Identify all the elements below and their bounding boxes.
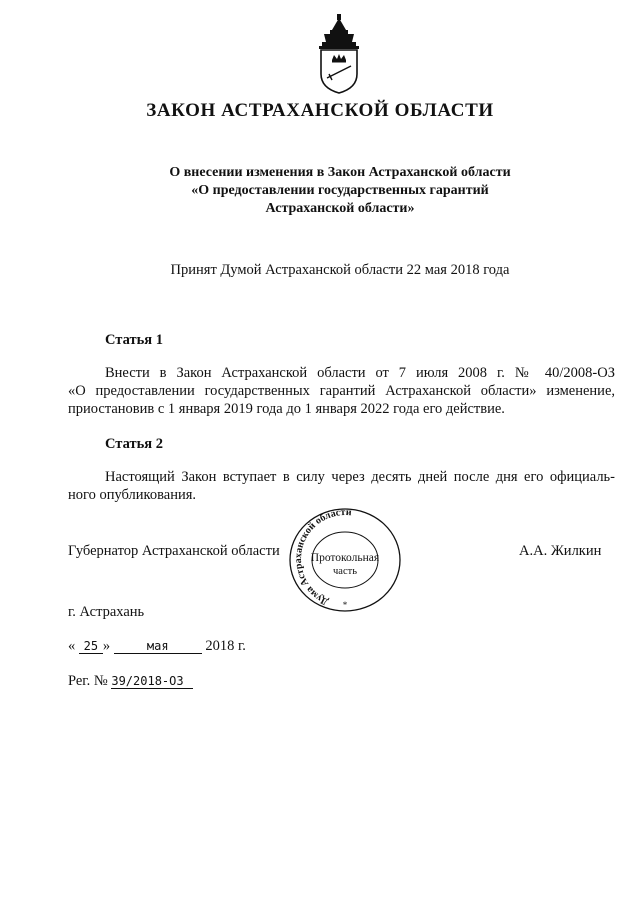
article-2-line: ного опубликования.: [68, 487, 197, 503]
registration-label: Рег. №: [68, 673, 108, 689]
article-2-line: Настоящий Закон вступает в силу через десять дней после дня его официаль-: [105, 469, 615, 485]
stamp-ring-text: Дума Астраханской области: [292, 506, 352, 608]
subtitle-line: «О предоставлении государственных гарантий: [191, 183, 489, 198]
article-1-line: Внести в Закон Астраханской области от 7 июля 2008 г. № 40/2008-ОЗ: [105, 365, 615, 381]
article-1-line: «О предоставлении государственных гарантий Астраханской области» изменение,: [68, 383, 615, 399]
date-open-quote: «: [68, 638, 76, 654]
date-day: 25: [79, 639, 103, 654]
stamp-inner-line-1: Протокольная: [310, 552, 380, 564]
law-title: ЗАКОН АСТРАХАНСКОЙ ОБЛАСТИ: [146, 100, 494, 121]
article-1-line: приостановив с 1 января 2019 года до 1 января 2022 года его действие.: [68, 401, 505, 417]
stamp-inner-line-2: часть: [333, 566, 357, 577]
article-2-text: [68, 468, 615, 504]
stamp-star: *: [342, 600, 348, 610]
article-1-heading: Статья 1: [105, 332, 163, 348]
date-month: мая: [114, 639, 202, 654]
article-1-text: [68, 364, 615, 418]
adoption-statement: Принят Думой Астраханской области 22 мая 2018 года: [170, 262, 510, 278]
registration-value: 39/2018-ОЗ: [111, 674, 193, 689]
official-stamp: [286, 505, 404, 615]
governor-title: Губернатор Астраханской области: [68, 543, 280, 559]
subtitle-line: Астраханской области»: [265, 201, 415, 216]
law-subtitle: [0, 164, 640, 218]
date-year: 2018 г.: [205, 638, 246, 654]
date-close-quote: »: [102, 638, 111, 654]
coat-of-arms-emblem: [318, 14, 360, 94]
registration-number: [68, 673, 193, 690]
subtitle-line: О внесении изменения в Закон Астраханской области: [169, 165, 511, 180]
governor-name: А.А. Жилкин: [519, 543, 602, 559]
signing-date: [68, 638, 246, 655]
article-2-heading: Статья 2: [105, 436, 163, 452]
place-of-signing: г. Астрахань: [68, 604, 145, 620]
